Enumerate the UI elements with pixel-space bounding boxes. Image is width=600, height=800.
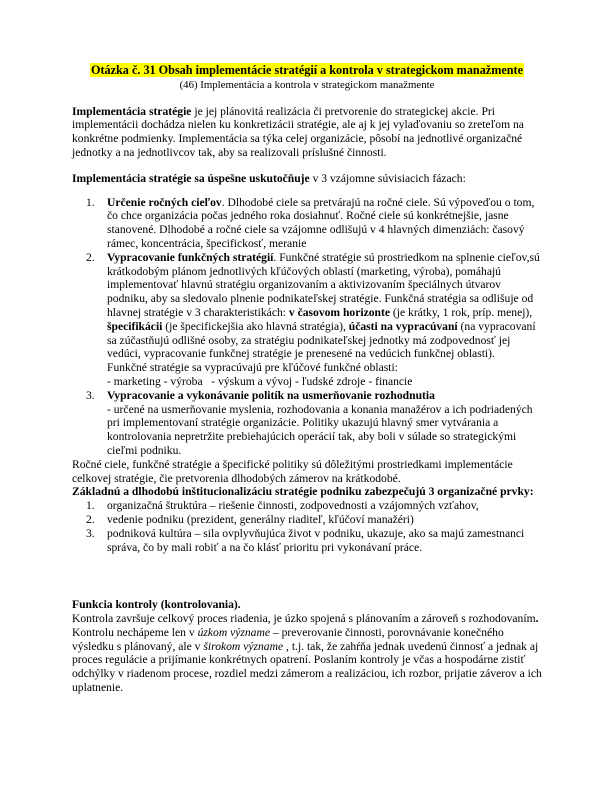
phase-bold-term: v časovom horizonte <box>288 305 390 319</box>
phase-heading: Vypracovanie funkčných stratégií <box>107 250 274 264</box>
control-text: – preverovanie činnosti, porovnávanie konečného výsledku s plánovaný, ale v <box>72 625 504 653</box>
control-bold-dot: . <box>535 612 539 626</box>
institutionalization-heading: Základnú a dlhodobú inštitucionalizáciu stratégie podniku zabezpečujú 3 organizačné prvky: <box>72 485 534 499</box>
control-text: , t.j. tak, že zahŕňa jednak uvedenú činnosť a jednak aj proces regulácie a prijímanie konkrétnych opatrení. Poslaním kontroly je včas a hospodárne zistiť odchýlky v riadenom procese, rozdiel medzi zámerom a realizáciou, ich rozbor, prijatie záverov a ich uplatnenie. <box>72 639 542 695</box>
institutionalization-list <box>72 499 542 554</box>
phase-text: . Funkčné stratégie sú prostriedkom na splnenie cieľov,sú krátkodobým plánom jednotlivých kľúčových oblastí (marketing, výroba), pomáhajú implementovať hlavnú stratégiu organizovaním a aktivizovaním špeciálnych útvarov podniku, aby sa sledovalo plnenie podnikateľskej stratégie. Funkčná stratégia sa odlišuje od hlavnej stratégie v 3 charakteristikách: <box>107 250 540 319</box>
list-item <box>72 513 542 527</box>
page-title: Otázka č. 31 Obsah implementácie stratégií a kontrola v strategickom manažmente <box>90 63 524 77</box>
control-italic-term: úzkom význame <box>197 625 271 639</box>
phase-item-1 <box>72 196 542 251</box>
phases-heading-bold: Implementácia stratégie sa úspešne uskutočňuje <box>72 171 310 185</box>
control-text: Kontrolu nechápeme len v <box>72 625 198 639</box>
list-item <box>72 499 542 513</box>
phase-number: 2. <box>86 250 95 264</box>
key-areas-list: - marketing - výroba - výskum a vývoj - ľudské zdroje - financie <box>107 374 413 388</box>
item-number: 1. <box>86 499 95 513</box>
phases-list <box>72 196 542 458</box>
title-block <box>72 64 542 93</box>
control-heading: Funkcia kontroly (kontrolovania). <box>72 598 241 612</box>
item-number: 2. <box>86 512 95 526</box>
intro-text: je jej plánovitá realizácia či pretvorenie do strategickej akcie. Pri implementácii dochádza nielen ku konkretizácii stratégie, ale aj k jej vylaďovaniu so zreteľom na konkrétne podmienky. Implementácia sa týka celej organizácie, pôsobí na jednotlivé organizačné jednotky a na jednotlivcov tak, aby sa realizovali príslušné činnosti. <box>72 104 524 159</box>
phases-heading <box>72 172 542 186</box>
phase-number: 3. <box>86 388 95 402</box>
list-item <box>72 527 542 555</box>
item-text: podniková kultúra – sila ovplyvňujúca život v podniku, ukazuje, ako sa majú zamestnanci správa, čo by mali robiť a na čo klásť prioritu pri vykonávaní práce. <box>107 526 525 554</box>
key-areas-label: Funkčné stratégie sa vypracúvajú pre kľúčové funkčné oblasti: <box>107 361 398 375</box>
control-italic-term: širokom význame <box>203 639 284 653</box>
phases-heading-rest: v 3 vzájomne súvisiacich fázach: <box>309 171 466 185</box>
control-paragraph <box>72 612 542 695</box>
phase-text: - určené na usmerňovanie myslenia, rozhodovania a konania manažérov a ich podriadených pri implementovaní stratégie organizácie. Politiky ukazujú hlavný smer vytvárania a kontrolovania nepretržite prebiehajúcich operácií tak, aby boli v súlade so strategickými cieľmi podniku. <box>107 402 533 457</box>
item-text: organizačná štruktúra – riešenie činnosti, zodpovednosti a vzájomných vzťahov, <box>107 499 479 513</box>
phase-bold-term: špecifikácii <box>107 319 163 333</box>
item-text: vedenie podniku (prezident, generálny riaditeľ, kľúčoví manažéri) <box>107 512 414 526</box>
phases-summary: Ročné ciele, funkčné stratégie a špecifické politiky sú dôležitými prostriedkami implementácie celkovej stratégie, čie pretvorenia dlhodobých zámerov na krátkodobé. <box>72 457 513 485</box>
phase-text: (na vypracovaní sa zúčastňujú odlišné osoby, za stratégiu podnikateľskej jednotky má zodpovednosť jej vedúci, vypracovanie funkčnej stratégie je prenesené na vedúcich funkčnej oblasti). <box>107 319 536 361</box>
intro-term: Implementácia stratégie <box>72 104 192 118</box>
phase-number: 1. <box>86 195 95 209</box>
phase-bold-term: účasti na vypracúvaní <box>348 319 458 333</box>
page-subtitle: (46) Implementácia a kontrola v strategickom manažmente <box>179 78 435 91</box>
intro-paragraph <box>72 105 542 160</box>
phase-text: . Dlhodobé ciele sa pretvárajú na ročné ciele. Sú výpoveďou o tom, čo chce organizácia počas jedného roka dosiahnuť. Ročné ciele sú konkrétnejšie, jasne stanovené. Dlhodobé a ročné ciele sa vzájomne odlišujú v 4 hlavných dimenziách: časový rámec, koncentrácia, špecifickosť, meranie <box>107 195 535 250</box>
phase-heading: Vypracovanie a vykonávanie politík na usmerňovanie rozhodnutia <box>107 388 435 402</box>
phase-item-3 <box>72 389 542 458</box>
control-text: Kontrola završuje celkový proces riadenia, je úzko spojená s plánovaním a zároveň s rozhodovaním <box>72 612 536 626</box>
phase-item-2 <box>72 251 542 389</box>
phase-text: (je špecifickejšia ako hlavná stratégia), <box>162 319 349 333</box>
item-number: 3. <box>86 526 95 540</box>
document-page <box>72 64 542 695</box>
phase-text: (je krátky, 1 rok, príp. menej), <box>390 305 533 319</box>
phase-heading: Určenie ročných cieľov <box>107 195 222 209</box>
